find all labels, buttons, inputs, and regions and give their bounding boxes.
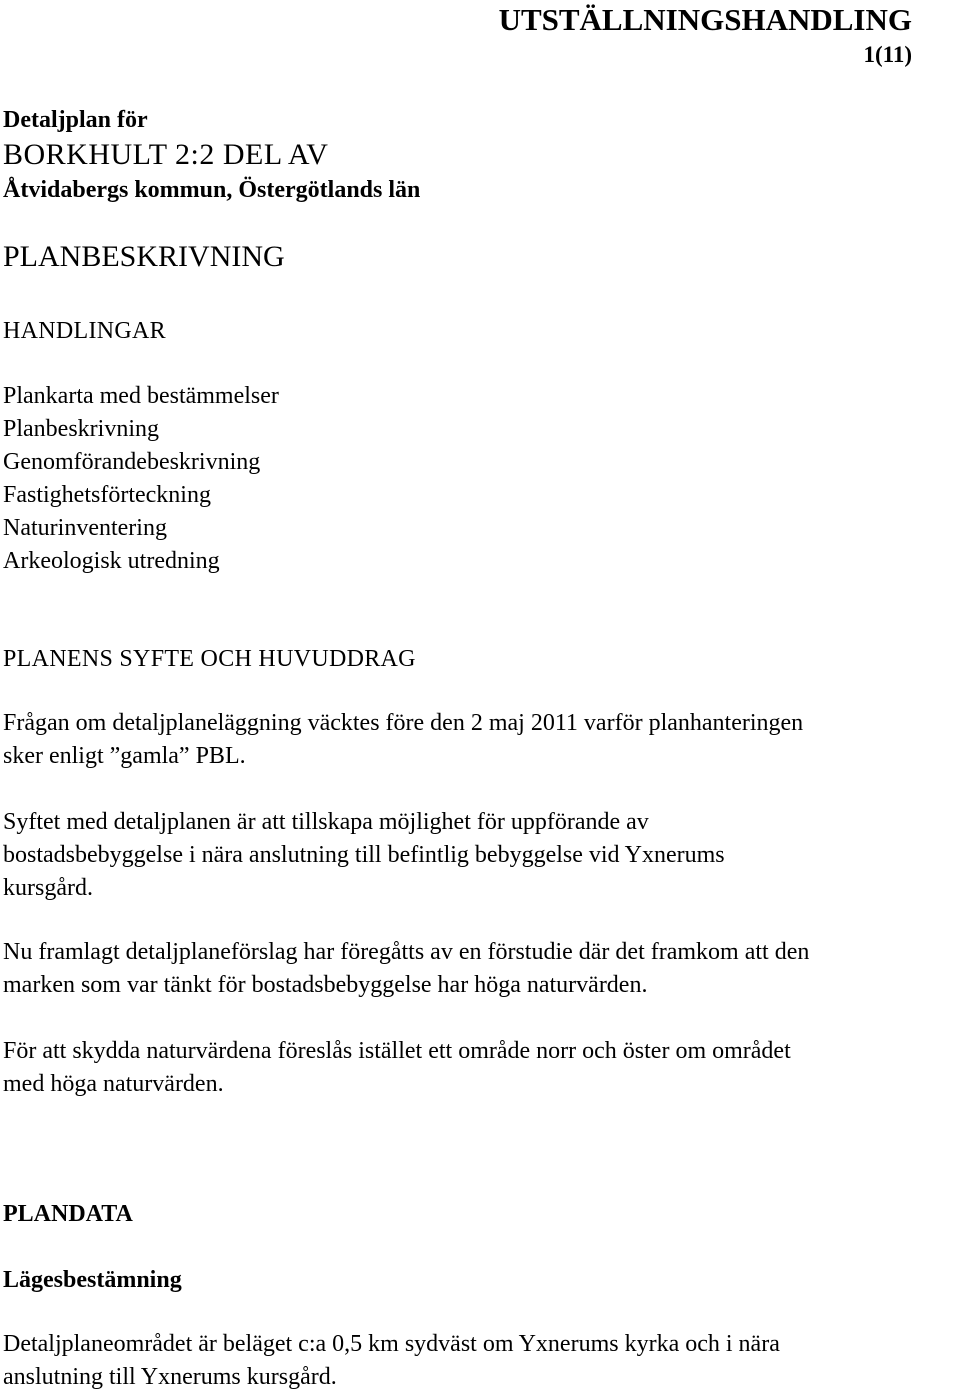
paragraph-line: marken som var tänkt för bostadsbebyggelse har höga naturvärden. xyxy=(3,972,648,998)
heading-planbeskrivning: PLANBESKRIVNING xyxy=(3,240,285,273)
paragraph-forstudie xyxy=(3,936,960,1002)
heading-syfte: PLANENS SYFTE OCH HUVUDDRAG xyxy=(3,646,416,672)
paragraph-line: bostadsbebyggelse i nära anslutning till befintlig bebyggelse vid Yxnerums xyxy=(3,842,725,868)
paragraph-line: Syftet med detaljplanen är att tillskapa möjlighet för uppförande av xyxy=(3,809,649,835)
paragraph-line: med höga naturvärden. xyxy=(3,1071,224,1097)
title-line-2: BORKHULT 2:2 DEL AV xyxy=(3,138,329,171)
list-item: Planbeskrivning xyxy=(3,416,159,442)
document-type-label: UTSTÄLLNINGSHANDLING xyxy=(498,2,912,37)
title-block xyxy=(3,104,420,206)
title-line-1: Detaljplan för xyxy=(3,107,148,133)
heading-plandata: PLANDATA xyxy=(3,1201,133,1227)
paragraph-line: Detaljplaneområdet är beläget c:a 0,5 km sydväst om Yxnerums kyrka och i nära xyxy=(3,1331,780,1357)
paragraph-lagesbestamning xyxy=(3,1328,960,1394)
paragraph-line: För att skydda naturvärdena föreslås istället ett område norr och öster om området xyxy=(3,1038,791,1064)
list-item: Fastighetsförteckning xyxy=(3,482,211,508)
paragraph-planhantering xyxy=(3,707,960,773)
paragraph-syfte xyxy=(3,806,960,905)
paragraph-line: Nu framlagt detaljplaneförslag har föregåtts av en förstudie där det framkom att den xyxy=(3,939,810,965)
page-number: 1(11) xyxy=(863,42,912,67)
paragraph-naturvarden xyxy=(3,1035,960,1101)
paragraph-line: kursgård. xyxy=(3,875,93,901)
handlingar-list xyxy=(3,380,279,578)
list-item: Naturinventering xyxy=(3,515,167,541)
title-line-3: Åtvidabergs kommun, Östergötlands län xyxy=(3,177,421,203)
paragraph-line: Frågan om detaljplaneläggning väcktes före den 2 maj 2011 varför planhanteringen xyxy=(3,710,804,736)
paragraph-line: sker enligt ”gamla” PBL. xyxy=(3,743,246,769)
list-item: Genomförandebeskrivning xyxy=(3,449,261,475)
list-item: Plankarta med bestämmelser xyxy=(3,383,279,409)
heading-handlingar: HANDLINGAR xyxy=(3,318,166,344)
paragraph-line: anslutning till Yxnerums kursgård. xyxy=(3,1364,337,1390)
heading-lagesbestamning: Lägesbestämning xyxy=(3,1267,182,1293)
list-item: Arkeologisk utredning xyxy=(3,548,220,574)
